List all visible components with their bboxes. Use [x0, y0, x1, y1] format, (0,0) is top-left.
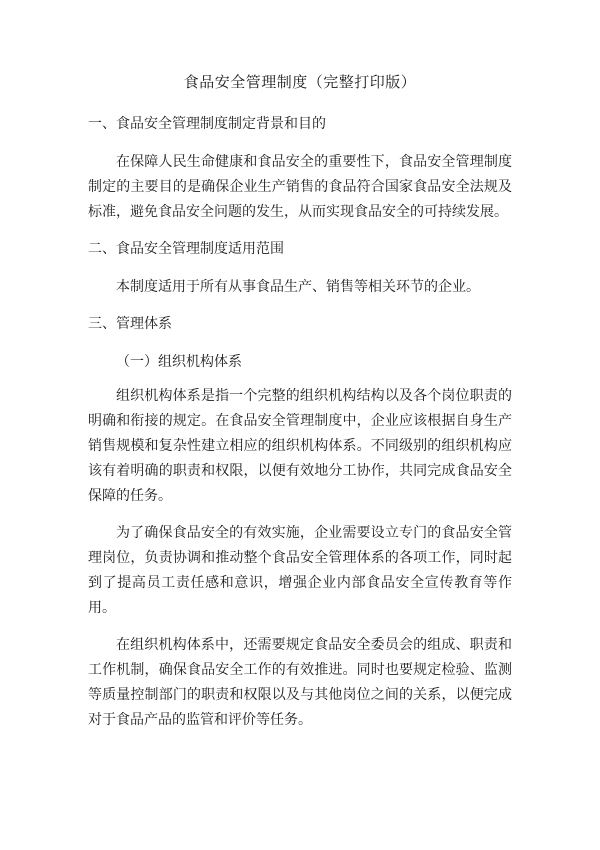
section-heading-1: 一、食品安全管理制度制定背景和目的: [88, 116, 326, 132]
section-1-paragraph: 在保障人民生命健康和食品安全的重要性下，食品安全管理制度制定的主要目的是确保企业生产销售的食品符合国家食品安全法规及标准，避免食品安全问题的发生，从而实现食品安全的可持续发展。: [88, 154, 512, 220]
document-title: 食品安全管理制度（完整打印版）: [183, 73, 417, 91]
subsection-1-paragraph-2: 为了确保食品安全的有效实施，企业需要设立专门的食品安全管理岗位，负责协调和推动整个食品安全管理体系的各项工作，同时起到了提高员工责任感和意识，增强企业内部食品安全宣传教育等作用。: [88, 525, 512, 616]
subsection-1-paragraph-3: 在组织机构体系中，还需要规定食品安全委员会的组成、职责和工作机制，确保食品安全工作的有效推进。同时也要规定检验、监测等质量控制部门的职责和权限以及与其他岗位之间的关系，以便完成对于食品产品的监管和评价等任务。: [88, 637, 512, 728]
subsection-1-paragraph-1: 组织机构体系是指一个完整的组织机构结构以及各个岗位职责的明确和衔接的规定。在食品安全管理制度中，企业应该根据自身生产销售规模和复杂性建立相应的组织机构体系。不同级别的组织机构应该有着明确的职责和权限，以便有效地分工协作，共同完成食品安全保障的任务。: [88, 388, 512, 504]
section-heading-2: 二、食品安全管理制度适用范围: [88, 241, 284, 257]
section-2-paragraph: 本制度适用于所有从事食品生产、销售等相关环节的企业。: [116, 279, 480, 295]
subsection-heading-1: （一）组织机构体系: [116, 354, 242, 370]
section-heading-3: 三、管理体系: [88, 316, 172, 332]
